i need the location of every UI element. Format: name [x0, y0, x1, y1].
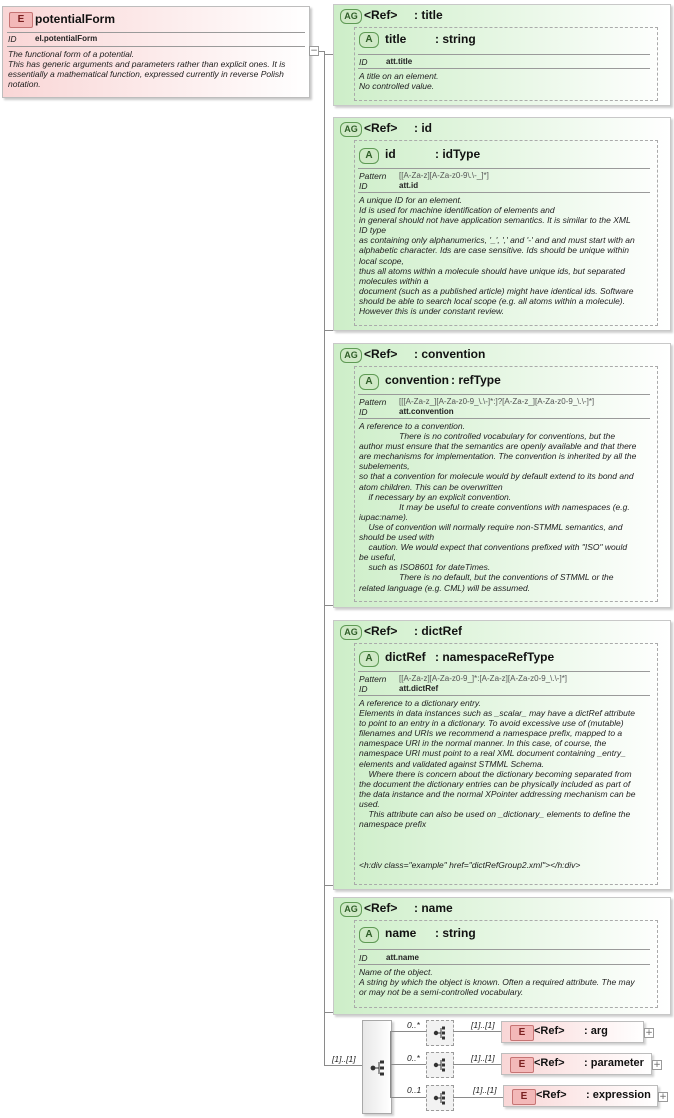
- attribute-pattern: [[A-Za-z][A-Za-z0-9\.\-_]*]: [399, 171, 489, 180]
- element-ref-expression[interactable]: [503, 1085, 658, 1107]
- element-badge: E: [9, 12, 33, 28]
- divider: [358, 964, 650, 965]
- attribute-id-value: att.convention: [399, 407, 454, 416]
- element-id-value: el.potentialForm: [35, 34, 98, 43]
- connector: [324, 1065, 362, 1066]
- attribute-pattern: [[[A-Za-z_][A-Za-z0-9_\.\-]*:]?[A-Za-z_][A-Za-z0-9_\.\-]*]: [399, 397, 595, 406]
- element-name: potentialForm: [35, 12, 115, 26]
- group-name: : dictRef: [414, 624, 462, 638]
- attribute-name: name: [385, 926, 417, 940]
- attribute-id-label: ID: [359, 953, 368, 963]
- divider: [358, 68, 650, 69]
- connector: [453, 1064, 501, 1065]
- group-badge: AG: [340, 625, 362, 640]
- child-name: : parameter: [584, 1057, 644, 1069]
- attribute-description: A title on an element. No controlled value.: [359, 71, 439, 92]
- attribute-type: : string: [435, 32, 476, 46]
- attribute-name: convention: [385, 373, 450, 387]
- attribute-type: : refType: [451, 373, 501, 387]
- attribute-id-label: ID: [359, 684, 368, 694]
- sequence-icon[interactable]: [426, 1052, 454, 1078]
- attribute-id-value: att.name: [386, 953, 419, 962]
- group-name: : name: [414, 901, 453, 915]
- connector: [390, 1097, 426, 1098]
- attribute-id-value: att.id: [399, 181, 419, 190]
- child-name: : arg: [584, 1025, 608, 1037]
- child-occurs: 0..*: [407, 1020, 420, 1030]
- group-ref: <Ref>: [364, 624, 398, 638]
- divider: [358, 394, 650, 395]
- group-ref: <Ref>: [364, 121, 398, 135]
- child-name: : expression: [586, 1089, 651, 1101]
- attribute-id-label: ID: [359, 181, 368, 191]
- connector: [324, 54, 333, 55]
- group-name: : id: [414, 121, 432, 135]
- divider: [7, 46, 305, 47]
- connector: [324, 605, 333, 606]
- child-cardinality: [1]..[1]: [471, 1053, 495, 1063]
- attribute-box-name[interactable]: [354, 920, 658, 1008]
- attribute-name: title: [385, 32, 407, 46]
- divider: [358, 168, 650, 169]
- attribute-description: Name of the object. A string by which the object is known. Often a required attribute. The may or may not be a semi-controlled vocabulary.: [359, 967, 635, 998]
- group-badge: AG: [340, 902, 362, 917]
- connector: [453, 1031, 501, 1032]
- group-ref: <Ref>: [364, 347, 398, 361]
- element-ref-parameter[interactable]: [501, 1053, 652, 1075]
- element-badge: E: [510, 1025, 534, 1041]
- attribute-pattern-label: Pattern: [359, 171, 387, 181]
- attribute-id-label: ID: [359, 57, 368, 67]
- element-badge: E: [512, 1089, 536, 1105]
- minus-icon[interactable]: −: [310, 46, 318, 56]
- attribute-badge: A: [359, 927, 379, 943]
- divider: [358, 418, 650, 419]
- element-box-potentialform[interactable]: [2, 6, 310, 98]
- child-occurs: 0..1: [407, 1085, 422, 1095]
- attribute-type: : idType: [435, 147, 481, 161]
- attribute-id-value: att.dictRef: [399, 684, 439, 693]
- divider: [358, 949, 650, 950]
- attribute-badge: A: [359, 374, 379, 390]
- attribute-group-dictref[interactable]: [333, 620, 671, 890]
- attribute-box-dictref[interactable]: [354, 643, 658, 885]
- attribute-box-id[interactable]: [354, 140, 658, 326]
- attribute-box-convention[interactable]: [354, 366, 658, 602]
- child-occurs: 0..*: [407, 1053, 420, 1063]
- attribute-badge: A: [359, 651, 379, 667]
- attribute-group-name[interactable]: [333, 897, 671, 1015]
- connector: [324, 1012, 333, 1013]
- attribute-description: A reference to a convention. There is no controlled vocabulary for conventions, but the author must ensure that the semantics are openly available and that there are mechanisms for implementation. The convention is inherited by all the subelements, so that a convention for molecule would by default extend to its bond and atom children. This can be overwritten if necessary by an explicit convention. It may be useful to create conventions with namespaces (e.g. iupac:name). Use of convention will normally require non-STMML semantics, and should be used with caution. We would expect that conventions prefixed with "ISO" would be useful, such as ISO8601 for dateTimes. There is no default, but the conventions of STMML or the related language (e.g. CML) will be assumed.: [359, 421, 637, 593]
- divider: [358, 54, 650, 55]
- plus-icon[interactable]: +: [659, 1092, 667, 1102]
- child-cardinality: [1]..[1]: [471, 1020, 495, 1030]
- divider: [7, 32, 305, 33]
- group-badge: AG: [340, 9, 362, 24]
- attribute-type: : namespaceRefType: [435, 650, 555, 664]
- connector: [324, 330, 333, 331]
- connector: [453, 1097, 503, 1098]
- divider: [358, 671, 650, 672]
- attribute-description: A unique ID for an element. Id is used for machine identification of elements and in general should not have application semantics. It is similar to the XML ID type as containing only alphanumerics, '_', ',' and '-' and and must start with an alphabetic character. Ids are case sensitive. Ids should be unique within local scope, thus all atoms within a molecule should have unique ids, but separated molecules within a document (such as a published article) might have identical ids. Software should be able to search local scope (e.g. all atoms within a molecule). However this is under constant review.: [359, 195, 635, 317]
- sequence-cardinality: [1]..[1]: [332, 1054, 356, 1064]
- connector: [390, 1064, 426, 1065]
- element-badge: E: [510, 1057, 534, 1073]
- attribute-description: A reference to a dictionary entry. Elements in data instances such as _scalar_ may have a dictRef attribute to point to an entry in a dictionary. To avoid excessive use of (mutable) filenames and URIs we recommend a namespace prefix, mapped to a namespace URI in the normal manner. In this case, of course, the namespace URI must point to a real XML document containing _entry_ elements and validated against STMML Schema. Where there is concern about the dictionary becoming separated from the document the dictionary entries can be physically included as part of the data instance and the normal XPointer addressing mechanism can be used. This attribute can also be used on _dictionary_ elements to define the namespace prefix <h:div class="example" href="dictRefGroup2.xml"></h:div>: [359, 698, 636, 870]
- attribute-badge: A: [359, 148, 379, 164]
- element-id-label: ID: [8, 34, 17, 44]
- element-ref-arg[interactable]: [501, 1021, 644, 1043]
- attribute-badge: A: [359, 32, 379, 48]
- connector-trunk: [324, 51, 325, 1065]
- attribute-id-value: att.title: [386, 57, 413, 66]
- sequence-icon[interactable]: [426, 1085, 454, 1111]
- child-cardinality: [1]..[1]: [473, 1085, 497, 1095]
- connector: [390, 1031, 426, 1032]
- divider: [358, 695, 650, 696]
- sequence-icon: [363, 1021, 391, 1113]
- group-name: : title: [414, 8, 443, 22]
- attribute-group-id[interactable]: [333, 117, 671, 331]
- connector: [324, 885, 333, 886]
- group-name: : convention: [414, 347, 486, 361]
- attribute-pattern-label: Pattern: [359, 674, 387, 684]
- child-ref: <Ref>: [536, 1089, 567, 1101]
- element-description: The functional form of a potential. This has generic arguments and parameters rather than explicit ones. It is essentially a mathematical function, expressed currently in reverse Polish notation.: [8, 49, 286, 90]
- attribute-id-label: ID: [359, 407, 368, 417]
- plus-icon[interactable]: +: [653, 1060, 661, 1070]
- plus-icon[interactable]: +: [645, 1028, 653, 1038]
- divider: [358, 192, 650, 193]
- group-badge: AG: [340, 348, 362, 363]
- child-ref: <Ref>: [534, 1025, 565, 1037]
- attribute-type: : string: [435, 926, 476, 940]
- sequence-compositor[interactable]: [362, 1020, 392, 1114]
- sequence-icon[interactable]: [426, 1020, 454, 1046]
- attribute-group-title[interactable]: [333, 4, 671, 106]
- attribute-group-convention[interactable]: [333, 343, 671, 608]
- attribute-pattern: [[A-Za-z][A-Za-z0-9_]*:[A-Za-z][A-Za-z0-9_\.\-]*]: [399, 674, 568, 683]
- group-badge: AG: [340, 122, 362, 137]
- group-ref: <Ref>: [364, 901, 398, 915]
- attribute-box-title[interactable]: [354, 27, 658, 101]
- child-ref: <Ref>: [534, 1057, 565, 1069]
- attribute-name: id: [385, 147, 396, 161]
- group-ref: <Ref>: [364, 8, 398, 22]
- attribute-name: dictRef: [385, 650, 426, 664]
- attribute-pattern-label: Pattern: [359, 397, 387, 407]
